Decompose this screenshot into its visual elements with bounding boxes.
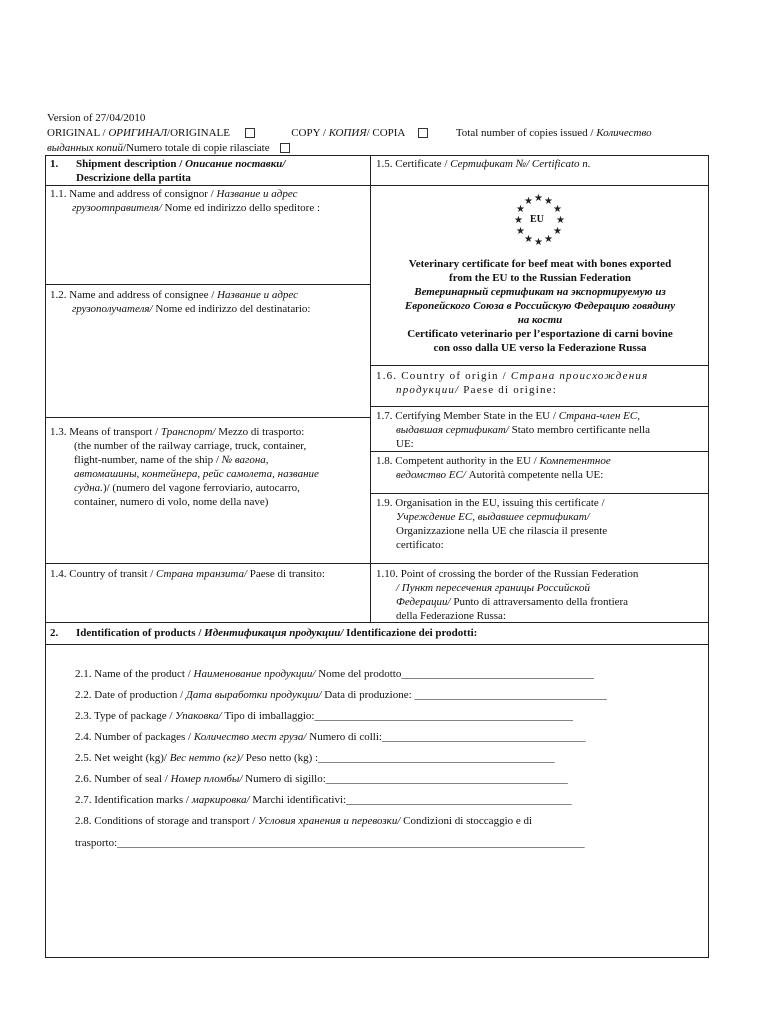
f2-6-it: Numero di sigillo: (242, 773, 326, 785)
copy-label-ru: КОПИЯ (328, 127, 367, 139)
f2-1-ru: Наименование продукции/ (193, 668, 316, 680)
f1-3-l5: )/ (numero del vagone ferroviario, autocarro, (102, 482, 300, 494)
field-1-8[interactable] (376, 454, 611, 482)
field-2-4[interactable] (75, 730, 585, 744)
f1-8-ru2: ведомство ЕС/ (396, 469, 466, 481)
f1-2-ru2: грузополучателя/ (72, 303, 153, 315)
field-1-9[interactable] (376, 496, 607, 552)
f1-6-ru2: продукции/ (396, 384, 460, 396)
original-label-ru: ОРИГИНАЛ (108, 127, 168, 139)
version-text: Version of 27/04/2010 (47, 112, 146, 124)
section1-header-line (45, 185, 709, 186)
cert-title-en2: from the EU to the Russian Federation (449, 272, 631, 284)
f1-5-en: 1.5. Certificate / (376, 158, 451, 170)
field-2-6[interactable] (75, 772, 568, 786)
f2-4-ru: Количество мест груза/ (193, 731, 307, 743)
line-after-1-3 (45, 563, 370, 564)
f2-6-line: ____________________________________________ (325, 773, 568, 785)
cert-title-ru2: Европейского Союза в Российскую Федерацию говядину (404, 300, 676, 312)
field-2-7[interactable] (75, 793, 572, 807)
line-after-1-1 (45, 284, 370, 285)
f1-8-it: Autorità competente nella UE: (465, 469, 604, 481)
original-label-it: /ORIGINALE (167, 127, 230, 139)
field-2-1[interactable] (75, 667, 594, 681)
cert-title-it1: Certificato veterinario per l’esportazione di carni bovine (407, 328, 673, 340)
f1-2-it: Nome ed indirizzo del destinatario: (152, 303, 311, 315)
f1-10-ru: / Пункт пересечения границы Российской (396, 582, 590, 594)
f1-8-ru: Компетентное (539, 455, 611, 467)
f1-3-l2: (the number of the railway carriage, truck, container, (74, 440, 307, 452)
section2-num: 2. (50, 627, 59, 639)
copy-label: COPY / (291, 127, 329, 139)
section2-title-it: Identificazione dei prodotti: (343, 627, 478, 639)
f1-4-ru: Страна транзита/ (156, 568, 248, 580)
f1-6-ru: Страна происхождения (510, 370, 649, 382)
f2-6-ru: Номер пломбы/ (170, 773, 243, 785)
line-after-1-9 (370, 563, 709, 564)
f1-6-it: Paese di origine: (459, 384, 558, 396)
section1-title (50, 157, 285, 185)
f1-9-it2: certificato: (396, 539, 444, 551)
star-icon: ★ (553, 226, 562, 237)
total-copies-ru: Количество (596, 127, 652, 139)
total-copies-checkbox[interactable] (280, 143, 290, 153)
f2-6-en: 2.6. Number of seal / (75, 773, 171, 785)
copy-checkbox[interactable] (418, 128, 428, 138)
star-icon: ★ (516, 204, 525, 215)
f1-4-en: 1.4. Country of transit / (50, 568, 157, 580)
f1-7-en: 1.7. Certifying Member State in the EU / (376, 410, 559, 422)
total-copies-it: /Numero totale di copie rilasciate (123, 142, 270, 154)
f2-3-it: Tipo di imballaggio: (221, 710, 315, 722)
section2-title-ru: Идентификация продукции/ (204, 627, 344, 639)
f1-1-ru2: грузоотправителя/ (72, 202, 162, 214)
f1-10-en: 1.10. Point of crossing the border of the Russian Federation (376, 568, 639, 580)
copy-type-line (47, 126, 652, 140)
f1-10-it: Punto di attraversamento della frontiera (450, 596, 629, 608)
f2-4-it: Numero di colli: (306, 731, 382, 743)
certificate-title (372, 257, 708, 355)
f2-5-line: ___________________________________________ (318, 752, 555, 764)
field-1-3[interactable] (50, 425, 319, 509)
cert-title-ru1: Ветеринарный сертификат на экспортируемую из (414, 286, 666, 298)
star-icon: ★ (534, 193, 543, 204)
section1-num: 1. (50, 158, 59, 170)
f2-3-ru: Упаковка/ (175, 710, 222, 722)
f1-10-it2: della Federazione Russa: (396, 610, 506, 622)
field-1-2[interactable] (50, 288, 310, 316)
f2-3-line: _______________________________________________ (314, 710, 573, 722)
field-2-5[interactable] (75, 751, 555, 765)
f1-3-l4-ru: автомашины, контейнера, рейс самолета, название (74, 468, 319, 480)
field-1-10[interactable] (376, 567, 638, 623)
f1-2-en: 1.2. Name and address of consignee / (50, 289, 218, 301)
section1-title-it: Descrizione della partita (76, 172, 191, 184)
field-2-8-line2[interactable] (75, 836, 690, 850)
line-after-1-7 (370, 451, 709, 452)
f1-3-l1-it: Mezzo di trasporto: (215, 426, 305, 438)
f2-2-en: 2.2. Date of production / (75, 689, 186, 701)
f2-8-ru: Условия хранения и перевозки/ (258, 815, 401, 827)
f1-4-it: Paese di transito: (247, 568, 325, 580)
f1-9-it: Organizzazione nella UE che rilascia il presente (396, 525, 608, 537)
field-2-3[interactable] (75, 709, 573, 723)
star-icon: ★ (516, 226, 525, 237)
star-icon: ★ (524, 196, 533, 207)
line-after-1-8 (370, 493, 709, 494)
field-1-1[interactable] (50, 187, 320, 215)
section2-title-en: Identification of products / (76, 627, 205, 639)
f2-8-line: _____________________________________________________________________________________ (117, 837, 585, 849)
star-icon: ★ (534, 237, 543, 248)
f1-7-ru2: выдавшая сертификат/ (396, 424, 509, 436)
f2-8-it: Condizioni di stoccaggio e di (400, 815, 533, 827)
f2-5-it: Peso netto (kg) : (242, 752, 319, 764)
f1-5-it: Certificato n. (529, 158, 591, 170)
f2-4-line: _____________________________________ (381, 731, 586, 743)
f1-5-ru: Сертификат №/ (450, 158, 530, 170)
f1-8-en: 1.8. Competent authority in the EU / (376, 455, 540, 467)
f1-7-it2: UE: (396, 438, 414, 450)
section1-title-ru: Описание поставки/ (185, 158, 286, 170)
f2-3-en: 2.3. Type of package / (75, 710, 176, 722)
f1-3-l3: flight-number, name of the ship / (74, 454, 222, 466)
eu-label: EU (530, 214, 544, 225)
f2-4-en: 2.4. Number of packages / (75, 731, 194, 743)
f1-9-ru: Учреждение ЕС, выдавшее сертификат/ (396, 511, 590, 523)
cert-title-it2: con osso dalla UE verso la Federazione Russa (433, 342, 647, 354)
line-after-1-2 (45, 417, 370, 418)
f2-5-en: 2.5. Net weight (kg)/ (75, 752, 170, 764)
copy-label-it: / COPIA (366, 127, 405, 139)
star-icon: ★ (544, 234, 553, 245)
field-2-8[interactable] (75, 814, 532, 828)
field-1-6[interactable] (376, 369, 648, 397)
f2-1-en: 2.1. Name of the product / (75, 668, 194, 680)
section2-title (50, 626, 477, 640)
f2-1-line: ___________________________________ (401, 668, 594, 680)
field-2-2[interactable] (75, 688, 607, 702)
f1-3-l1: 1.3. Means of transport / (50, 426, 161, 438)
f2-5-ru: Вес нетто (кг)/ (169, 752, 243, 764)
f2-7-line: _________________________________________ (346, 794, 572, 806)
star-icon: ★ (553, 204, 562, 215)
f1-3-l3-ru: № вагона, (221, 454, 269, 466)
f1-3-l1-ru: Транспорт/ (160, 426, 216, 438)
f2-7-ru: маркировка/ (191, 794, 250, 806)
f2-7-it: Marchi identificativi: (249, 794, 347, 806)
f1-6-en: 1.6. Country of origin / (376, 370, 511, 382)
cert-title-ru3: на кости (517, 314, 563, 326)
f1-1-en: 1.1. Name and address of consignor / (50, 188, 217, 200)
f2-2-it: Data di produzione: (321, 689, 415, 701)
field-1-4[interactable] (50, 567, 325, 581)
field-1-7[interactable] (376, 409, 650, 451)
eu-emblem (510, 192, 570, 248)
f1-3-l5-ru: судна. (74, 482, 103, 494)
f2-2-line: ___________________________________ (414, 689, 607, 701)
line-after-title (370, 365, 709, 366)
star-icon: ★ (556, 215, 565, 226)
section1-divider (370, 155, 371, 623)
star-icon: ★ (514, 215, 523, 226)
section1-title-en: Shipment description / (76, 158, 186, 170)
f1-2-ru: Название и адрес (217, 289, 299, 301)
f2-2-ru: Дата выработки продукции/ (185, 689, 322, 701)
f2-8-en: 2.8. Conditions of storage and transport / (75, 815, 259, 827)
total-copies-line2 (47, 141, 293, 155)
f1-1-it: Nome ed indirizzo dello speditore : (161, 202, 321, 214)
total-copies-label: Total number of copies issued / (455, 127, 597, 139)
cert-title-en1: Veterinary certificate for beef meat with bones exported (408, 258, 672, 270)
f2-8-l2: trasporto: (75, 837, 118, 849)
f2-1-it: Nome del prodotto (315, 668, 402, 680)
star-icon: ★ (524, 234, 533, 245)
section2-header-line (45, 644, 709, 645)
f1-7-ru: Страна-член ЕС, (558, 410, 640, 422)
line-after-1-6 (370, 406, 709, 407)
field-1-5[interactable] (376, 157, 591, 171)
f1-10-ru2: Федерации/ (396, 596, 451, 608)
original-label: ORIGINAL / (47, 127, 109, 139)
f2-7-en: 2.7. Identification marks / (75, 794, 192, 806)
f1-3-l6: container, numero di volo, nome della nave) (74, 496, 269, 508)
total-copies-ru2: выданных копий (47, 142, 124, 154)
star-icon: ★ (544, 196, 553, 207)
f1-7-it: Stato membro certificante nella (508, 424, 650, 436)
f1-1-ru: Название и адрес (216, 188, 298, 200)
original-checkbox[interactable] (245, 128, 255, 138)
f1-9-en: 1.9. Organisation in the EU, issuing this certificate / (376, 497, 605, 509)
